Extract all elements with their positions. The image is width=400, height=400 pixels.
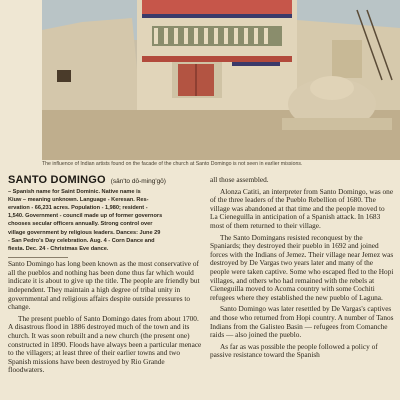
entry-facts bbox=[8, 188, 202, 254]
fact-line: Kiuw – meaning unknown. Language - Keresan. Res- bbox=[8, 196, 149, 203]
body-paragraph: As far as was possible the people followed a policy of passive resistance toward the Spanish bbox=[210, 341, 378, 360]
entry-heading bbox=[8, 176, 202, 187]
fact-line: chooses secular officers annually. Strong control over bbox=[8, 221, 153, 228]
body-paragraph: Alonza Catiti, an interpreter from Santo Domingo, was one of the three leaders of the Pueblo Rebellion of 1680. The village was abandoned at that time and the people moved to La Cieneguilla in anticipation of a Spanish attack. In 1683 most of them returned to their village. bbox=[210, 186, 394, 230]
fact-line: - San Pedro's Day celebration. Aug. 4 - Corn Dance and bbox=[8, 237, 155, 244]
church-photo bbox=[42, 0, 400, 160]
right-column bbox=[210, 176, 394, 363]
photo-caption: The influence of Indian artists found on the facade of the church at Santo Domingo is not seen in earlier missions. bbox=[42, 161, 303, 167]
left-column bbox=[8, 176, 202, 378]
body-paragraph: Santo Domingo has long been known as the most conservative of all the pueblos and nothing has been done thus far which would indicate it is about to give up the title. The people are friendly but independent. They maintain a high degree of tribal unity in governmental and religious affairs despite outside pressures to change. bbox=[8, 259, 200, 312]
divider bbox=[8, 257, 68, 258]
body-paragraph: The Santo Domingans resisted reconquest by the Spaniards; they destroyed their pueblo in 1692 and joined forces with the Indians of Jemez. Their village near Jemez was destroyed by De Vargas two years later and many of the people were taken captive. Some who escaped fled to the Hopi villages, and others who had remained with the rebels at Cieneguilla moved to Acoma country with some Cochiti refugees where they established the new pueblo of Laguna. bbox=[210, 232, 394, 302]
body-paragraph: The present pueblo of Santo Domingo dates from about 1700. A disastrous flood in 1886 destroyed much of the town and its church. It was soon rebuilt and a new church (the present one) constructed in 1890. Floods have always been a particular menace to the villagers; at least three of their earlier towns and two Spanish missions have been destroyed by Rio Grande floodwaters. bbox=[8, 313, 202, 375]
body-paragraph: Santo Domingo was later resettled by De Vargas's captives and those who returned from Hopi country. A number of Tanos Indians from the Galisteo Basin — refugees from Comanche raids — also joined the pueblo. bbox=[210, 304, 394, 340]
fact-line: – Spanish name for Saint Dominic. Native name is bbox=[8, 188, 141, 195]
body-paragraph: all those assembled. bbox=[210, 175, 269, 184]
fact-line: fiesta. Dec. 24 - Christmas Eve dance. bbox=[8, 246, 109, 253]
fact-line: ervation - 66,231 acres. Population - 1,980; resident - bbox=[8, 205, 148, 211]
entry-title: SANTO DOMINGO bbox=[8, 174, 106, 186]
fact-line: village government by religious leaders. Dances: June 29 bbox=[8, 229, 161, 236]
fact-line: 1,540. Government - council made up of former governors bbox=[8, 213, 163, 220]
entry-pronunciation: (sän'to dō-ming'gō) bbox=[110, 178, 166, 185]
